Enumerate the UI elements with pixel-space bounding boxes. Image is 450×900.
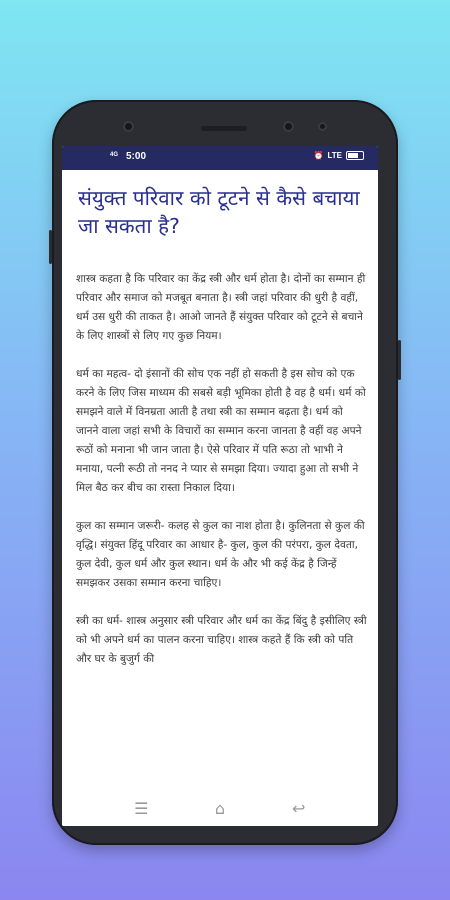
article-content[interactable] <box>62 170 378 790</box>
sensor-icon <box>283 121 294 132</box>
battery-icon <box>346 151 364 160</box>
back-icon[interactable]: ↩ <box>291 798 306 818</box>
alarm-icon: ⏰ <box>313 151 324 160</box>
signal-icon: 4G <box>110 152 119 158</box>
phone-frame <box>52 100 398 845</box>
article-title: संयुक्त परिवार को टूटने से कैसे बचाया जा सकता है? <box>78 186 360 238</box>
status-bar <box>62 146 378 170</box>
article-paragraph: धर्म का महत्व- दो इंसानों की सोच एक नहीं हो सकती है इस सोच को एक करने के लिए जिस माध्यम की सबसे बड़ी भूमिका होती है वह है धर्म। धर्म को समझने वाले में विनम्रता आती है तथा स्त्री का सम्मान बढ़ता है। धर्म को जानने वाला जहां सभी के विचारों का सम्मान करना जानता है वहीं वह अपने रूठों को मनाना भी जान जाता है। ऐसे परिवार में पति रूठा तो भाभी ने मनाया, पत्नी रूठी तो ननद ने प्यार से समझा दिया। ज्यादा हुआ तो सभी ने मिल बैठ कर बीच का रास्ता निकाल दिया। <box>76 368 366 494</box>
front-camera-icon <box>123 121 134 132</box>
home-icon[interactable]: ⌂ <box>214 798 226 818</box>
status-time: 5:00 <box>126 151 147 162</box>
earpiece-speaker <box>201 126 247 131</box>
proximity-sensor-icon <box>318 122 327 131</box>
power-button <box>398 340 401 380</box>
recent-apps-icon[interactable]: ☰ <box>134 798 149 818</box>
article-paragraph: शास्त्र कहता है कि परिवार का केंद्र स्त्री और धर्म होता है। दोनों का सम्मान ही परिवार और समाज को मजबूत बनाता है। स्त्री जहां परिवार की धुरी है वहीं, धर्म उस धुरी की ताकत है। आओ जानते हैं संयुक्त परिवार को टूटने से बचाने के लिए शास्त्रों से लिए गए कुछ नियम। <box>76 273 366 342</box>
article-paragraph: कुल का सम्मान जरूरी- कलह से कुल का नाश होता है। कुलिनता से कुल की वृद्धि। संयुक्त हिंदू परिवार का आधार है- कुल, कुल की परंपरा, कुल देवता, कुल देवी, कुल धर्म और कुल स्थान। धर्म के और भी कई केंद्र है जिन्हें समझकर उसका सम्मान करना चाहिए। <box>76 520 365 589</box>
network-type: LTE <box>327 151 342 160</box>
article-paragraph: स्त्री का धर्म- शास्त्र अनुसार स्त्री परिवार और धर्म का केंद्र बिंदु है इसीलिए स्त्री को भी अपने धर्म का पालन करना चाहिए। शास्त्र कहते हैं कि स्त्री को पति और घर के बुजुर्ग की <box>76 615 367 665</box>
volume-button <box>49 230 52 264</box>
status-icons <box>314 151 364 160</box>
screen <box>62 146 378 826</box>
system-navigation-bar <box>62 790 378 826</box>
